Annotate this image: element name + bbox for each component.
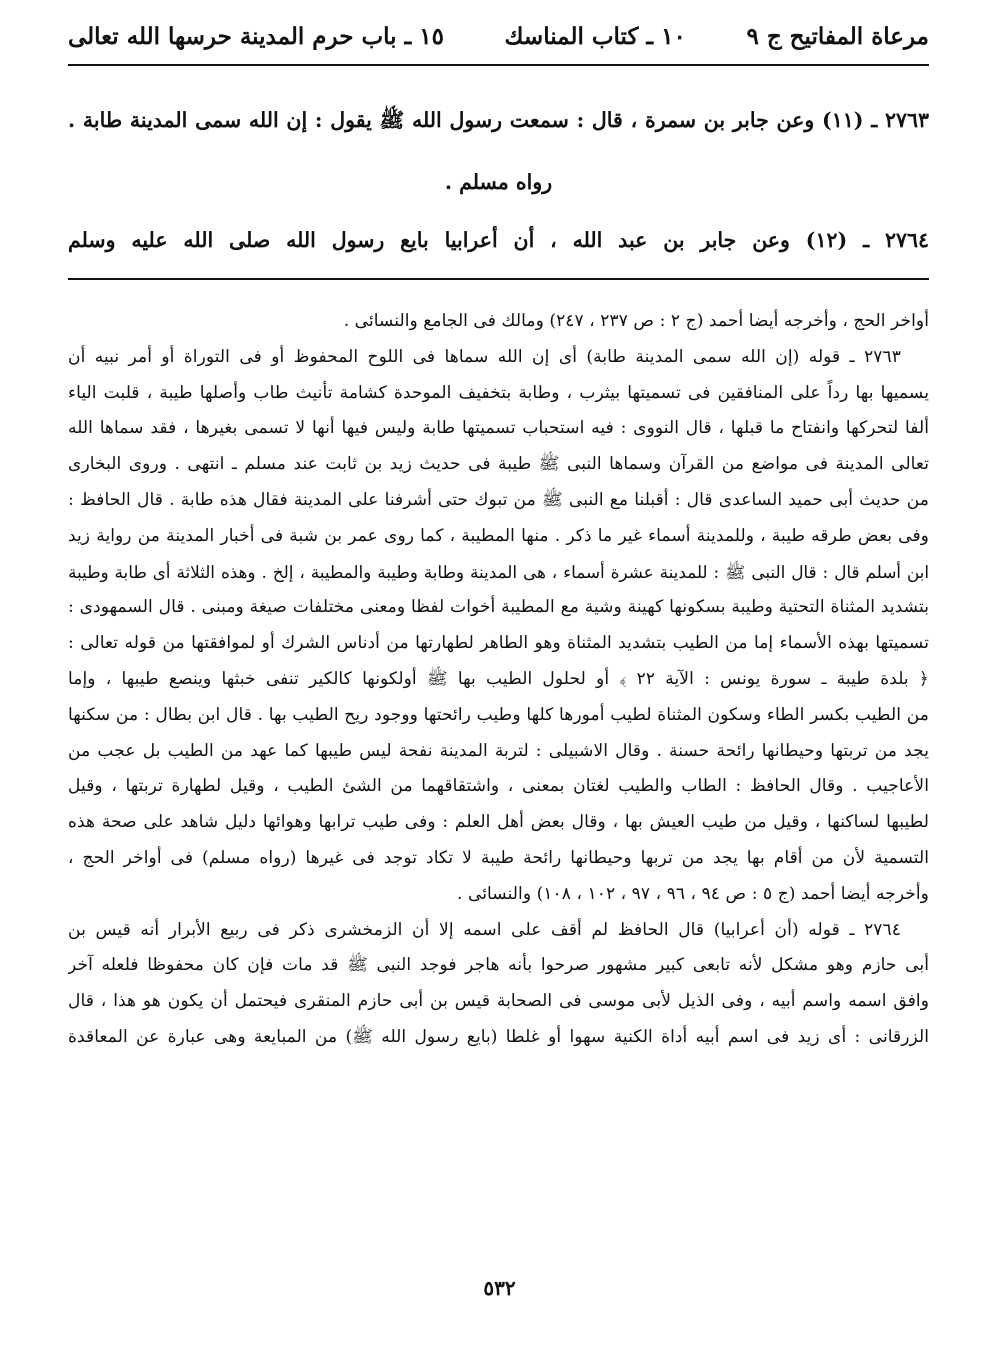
hadith-text-2763: ٢٧٦٣ ـ (١١) وعن جابر بن سمرة ، قال : سمعت رسول الله ﷺ يقول : إن الله سمى المدينة طابة .: [68, 108, 929, 132]
commentary-line: التسمية لأن من أقام بها يجد من تربها وحيطانها رائحة طيبة لا تكاد توجد فى غيرها (رواه مسلم) فى أواخر الحج ،: [68, 847, 929, 868]
commentary-line: ﴿ بلدة طيبة ـ سورة يونس : الآية ٢٢ ﴾ أو لحلول الطيب بها ﷺ أولكونها كالكير تنفى خبثها وينصع طيبها ، وإما: [68, 668, 929, 689]
header-section: ١٥ ـ باب حرم المدينة حرسها الله تعالى: [68, 22, 444, 50]
page-number: ٥٣٢: [483, 1276, 516, 1300]
commentary-line: ٢٧٦٣ ـ قوله (إن الله سمى المدينة طابة) أى إن الله سماها فى اللوح المحفوظ أو فى التوراة أو أمر نبيه أن: [68, 346, 901, 367]
commentary-block: [68, 304, 929, 1056]
section-rule: [68, 278, 929, 280]
header-rule: [68, 64, 929, 66]
commentary-line: من الطيب بكسر الطاء وسكون المثناة لطيب أمورها كلها وطيب رائحتها ووجود ريح الطيب بها . قال ابن بطال : من سكنها: [68, 704, 929, 725]
commentary-line: تسميتها بهذه الأسماء إما من الطيب بتشديد المثناة وهو الطاهر لطهارتها من أدناس الشرك أو لموافقتها من قوله تعالى :: [68, 633, 929, 654]
commentary-line: ٢٧٦٤ ـ قوله (أن أعرابيا) قال الحافظ لم أقف على اسمه إلا أن الزمخشرى ذكر فى ربيع الأبرار أنه قيس بن: [68, 919, 901, 940]
commentary-line: يجد من تربتها وحيطانها رائحة حسنة . وقال الاشبيلى : لتربة المدينة نفحة ليس طيبها كما عهد من الطيب بل عجب من: [68, 740, 929, 761]
commentary-line: أبى حازم وهو مشكل لأنه تابعى كبير مشهور صرحوا بأنه هاجر فوجد النبى ﷺ قد مات فإن كان محفوظا فلعله آخر: [68, 955, 929, 976]
commentary-line: ابن أسلم قال : قال النبى ﷺ : للمدينة عشرة أسماء ، هى المدينة وطابة وطيبة والمطيبة ، إلخ . وهذه الثلاثة أى طابة وطيبة: [68, 561, 929, 582]
hadith-narrator-line: رواه مسلم .: [444, 170, 553, 194]
commentary-line: بتشديد المثناة التحتية وطيبة بسكونها كهينة وشية مع المطيبة أخوات لفظا ومعنى مختلفات صيغة ومبنى . قال السمهودى :: [68, 597, 929, 618]
commentary-line: وفى بعض طرقه طيبة ، وللمدينة أسماء غير ما ذكر . منها المطيبة ، كما روى عمر بن شبة فى أخبار المدينة من رواية زيد: [68, 525, 929, 546]
commentary-line: وأخرجه أيضا أحمد (ج ٥ : ص ٩٤ ، ٩٦ ، ٩٧ ، ١٠٢ ، ١٠٨) والنسائى .: [457, 883, 929, 904]
commentary-line: الأعاجيب . وقال الحافظ : الطاب والطيب لغتان بمعنى ، واشتقاقهما من الشئ الطيب ، وقيل لطهارة تربتها ، وقيل: [68, 776, 929, 797]
commentary-line: من حديث أبى حميد الساعدى قال : أقبلنا مع النبى ﷺ من تبوك حتى أشرفنا على المدينة فقال هذه طابة . قال الحافظ :: [68, 489, 929, 510]
commentary-line: لطيبها لساكنها ، وقيل من طيب العيش بها ، وقال بعض أهل العلم : وفى طيب ترابها وهوائها دليل شاهد على صحة هذه: [68, 812, 929, 833]
commentary-line: تعالى المدينة فى مواضع من القرآن وسماها النبى ﷺ طيبة فى حديث زيد بن ثابت عند مسلم ـ انتهى . وروى البخارى: [68, 454, 929, 475]
hadith-text-2764: ٢٧٦٤ ـ (١٢) وعن جابر بن عبد الله ، أن أعرابيا بايع رسول الله صلى الله عليه وسلم: [68, 228, 929, 252]
commentary-line: الزرقانى : أى زيد فى اسم أبيه أداة الكنية سهوا أو غلطا (بايع رسول الله ﷺ) من المبايعة وهى عبارة عن المعاقدة: [68, 1026, 929, 1047]
commentary-line: يسميها بها رداً على المنافقين فى تسميتها بيثرب ، وطابة بتخفيف الموحدة كشامة تأنيث طاب وأصلها طيبة ، قلبت الياء: [68, 382, 929, 403]
running-header: [68, 16, 929, 56]
commentary-line: ألفا لتحركها وانفتاح ما قبلها ، قال النووى : فيه استحباب تسميتها طابة وليس فيها أنها لا تسمى بغيرها ، فقد سماها الله: [68, 418, 929, 439]
commentary-line: وافق اسمه واسم أبيه ، وفى الذيل لأبى موسى فى الصحابة قيس بن أبى حازم المنقرى فيحتمل أن يكون هو هذا ، قال: [68, 991, 929, 1012]
header-book-title: مرعاة المفاتيح ج ٩: [746, 22, 929, 50]
header-chapter: ١٠ ـ كتاب المناسك: [504, 22, 686, 50]
commentary-line: أواخر الحج ، وأخرجه أيضا أحمد (ج ٢ : ص ٢٣٧ ، ٢٤٧) ومالك فى الجامع والنسائى .: [343, 311, 929, 331]
